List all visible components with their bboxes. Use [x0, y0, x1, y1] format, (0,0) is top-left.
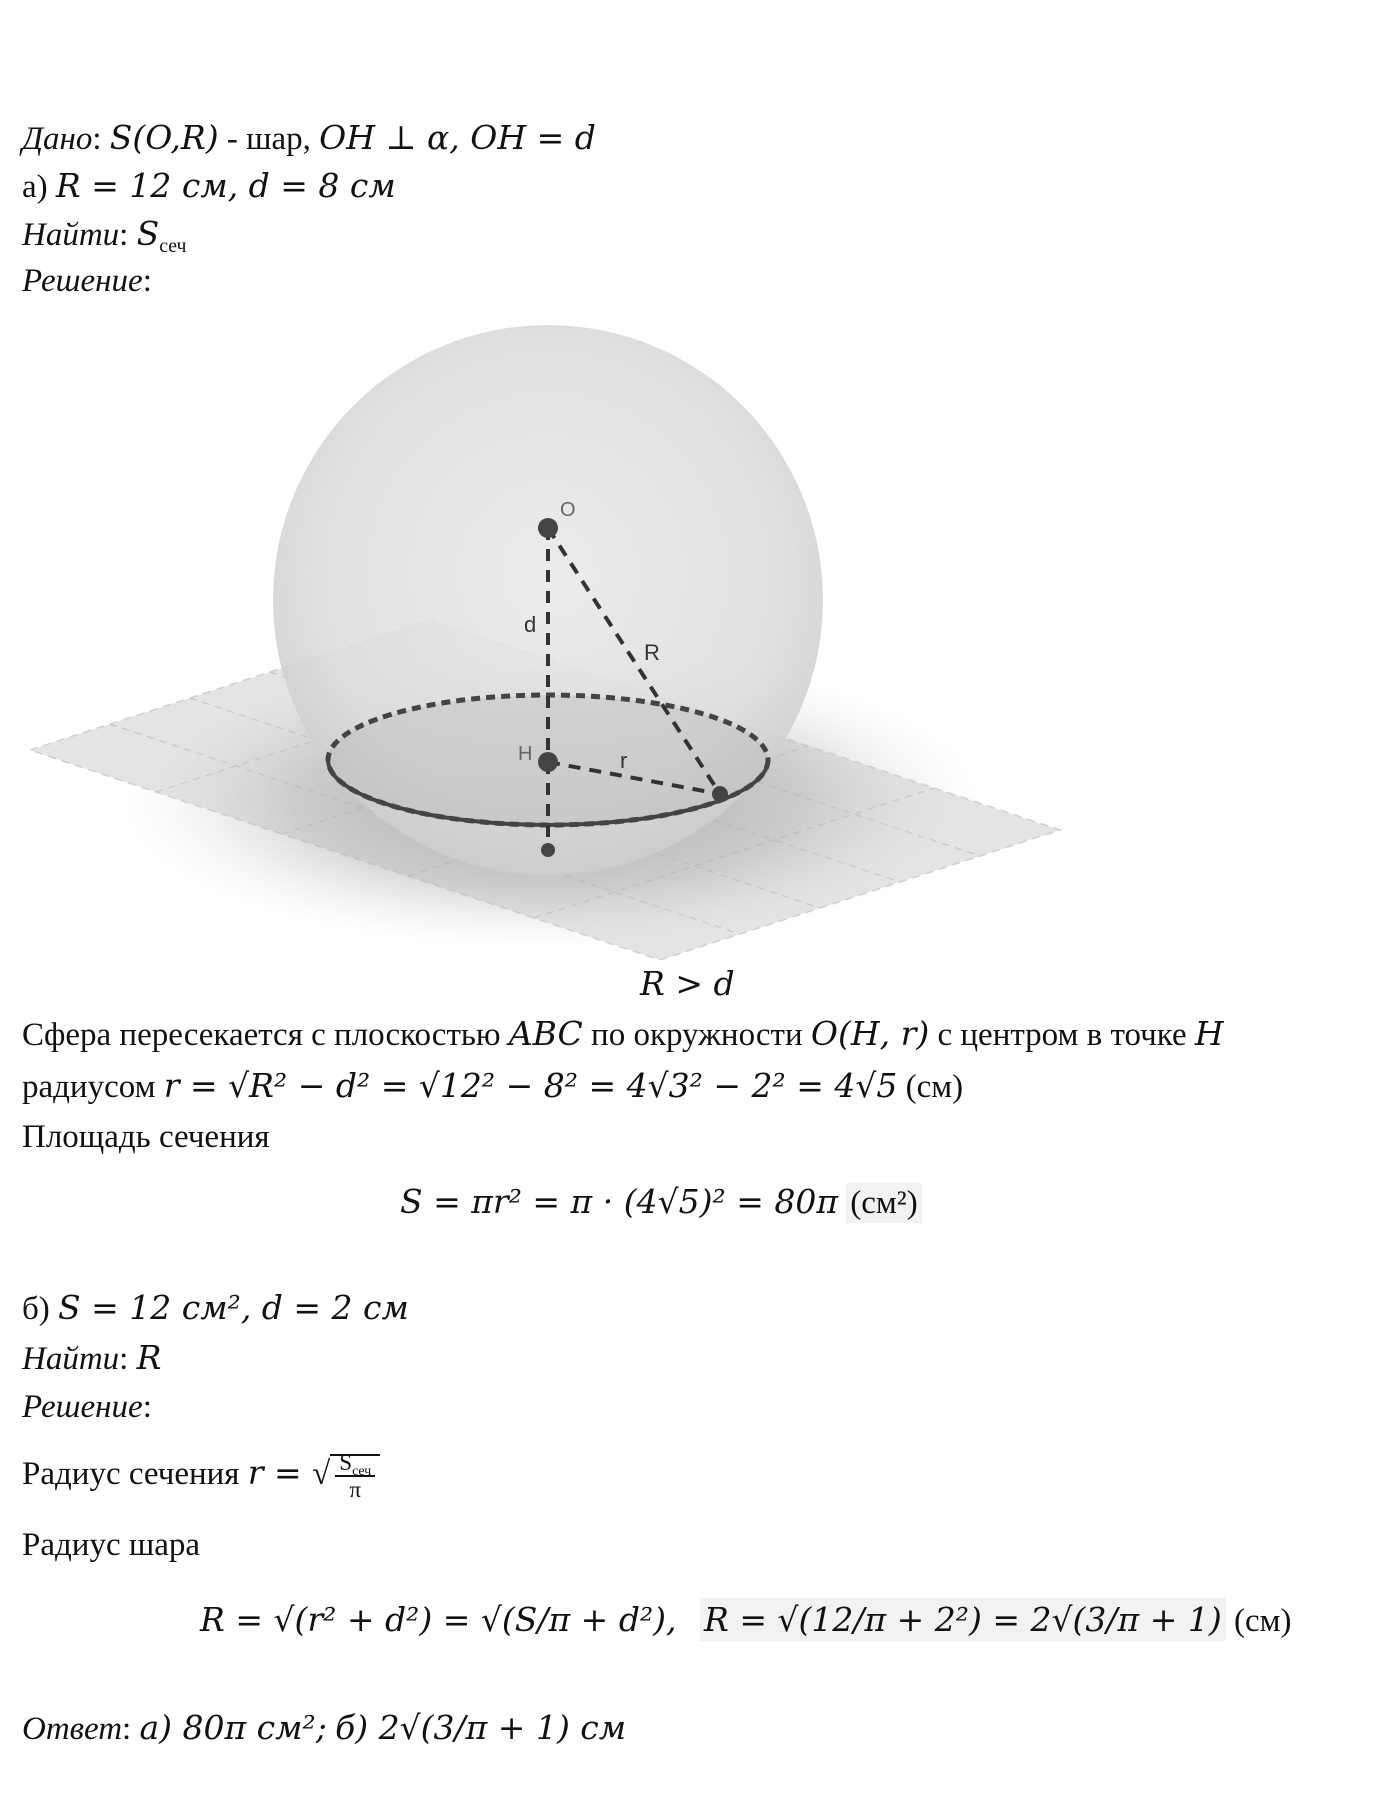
part-b-find-label: Найти: [22, 1341, 120, 1377]
part-b-solution-label: Решение: [22, 1389, 143, 1425]
given-ball: - шар,: [226, 121, 311, 157]
ball-radius-unit: (см): [1234, 1603, 1292, 1639]
part-b-given-values: S = 12 см², d = 2 см: [58, 1288, 409, 1327]
part-a-solution: Решение:: [22, 263, 152, 299]
part-a-find-value: S: [136, 214, 160, 253]
point-h: [538, 752, 558, 772]
intersection-text-c: по окружности: [591, 1017, 803, 1053]
circle-o-h-r: O(H, r): [810, 1014, 930, 1053]
point-on-circle: [712, 786, 728, 802]
answer-line: Ответ: а) 80π см²; б) 2√(3/π + 1) см: [22, 1708, 627, 1747]
radius-formula: r = √R² − d² = √12² − 8² = 4√3² − 2² = 4√5: [163, 1066, 898, 1105]
ball-radius-formulas: [200, 1600, 677, 1642]
intersection-text-e: с центром в точке: [937, 1017, 1187, 1053]
part-a-find-sub: сеч: [159, 234, 187, 257]
part-a-solution-label: Решение: [22, 263, 143, 299]
label-h: H: [518, 743, 533, 765]
given-line: Дано: S(O,R) - шар, OH ⊥ α, OH = d: [22, 118, 596, 157]
part-a-label: а): [22, 169, 48, 205]
label-d: d: [524, 612, 537, 637]
part-a-find: Найти: $S_{сеч}$: [22, 214, 187, 257]
radius-text: [22, 1066, 963, 1108]
intersection-text: [22, 1014, 1224, 1056]
answer-b: б) 2√(3/π + 1) см: [335, 1708, 627, 1747]
area-formula: S = πr² = π · (4√5)² = 80π: [400, 1182, 839, 1221]
part-b-values: [22, 1288, 409, 1330]
label-R: R: [644, 640, 660, 665]
part-b-solution: Решение:: [22, 1389, 152, 1425]
given-sphere: S(O,R): [109, 118, 219, 157]
area-formula-line: [400, 1182, 922, 1224]
area-label: Площадь сечения: [22, 1119, 270, 1155]
section-radius-line: Радиус сечения r = √ $\frac{S_{сеч}}{\pi}$: [22, 1450, 380, 1503]
given-label: Дано: [22, 121, 93, 157]
label-o: O: [560, 499, 576, 521]
section-radius-label: Радиус сечения: [22, 1455, 240, 1492]
section-radius-sqrt: √ $\frac{S_{сеч}}{\pi}$: [312, 1450, 380, 1503]
radius-label: радиусом: [22, 1069, 156, 1105]
part-b-find: Найти: R: [22, 1338, 162, 1377]
label-r: r: [620, 748, 628, 773]
plane-abc: ABC: [508, 1014, 583, 1053]
answer-a: а) 80π см²;: [139, 1708, 327, 1747]
given-perpendicular: OH ⊥ α, OH = d: [319, 118, 596, 157]
center-h: H: [1194, 1014, 1224, 1053]
sphere-diagram: [20, 320, 1080, 960]
answer-label: Ответ: [22, 1711, 123, 1747]
intersection-text-a: Сфера пересекается с плоскостью: [22, 1017, 501, 1053]
ball-radius-label: Радиус шара: [22, 1527, 201, 1563]
condition-r-gt-d: R > d: [640, 964, 735, 1003]
part-b-find-value: R: [136, 1338, 162, 1377]
part-a-values: [22, 166, 396, 208]
part-b-label: б): [22, 1291, 50, 1327]
sphere-section-figure: [20, 320, 1080, 960]
part-a-given-values: R = 12 см, d = 8 см: [55, 166, 396, 205]
point-foot: [541, 843, 555, 857]
ball-radius-formula-numeric: R = √(12/π + 2²) = 2√(3/π + 1): [700, 1598, 1226, 1641]
ball-radius-numeric-line: [700, 1600, 1292, 1642]
radius-unit: (см): [905, 1069, 964, 1105]
part-a-find-label: Найти: [22, 217, 120, 253]
area-unit: (см²): [846, 1183, 921, 1223]
ball-radius-formula-general: R = √(r² + d²) = √(S/π + d²),: [200, 1600, 677, 1639]
point-o: [538, 518, 558, 538]
